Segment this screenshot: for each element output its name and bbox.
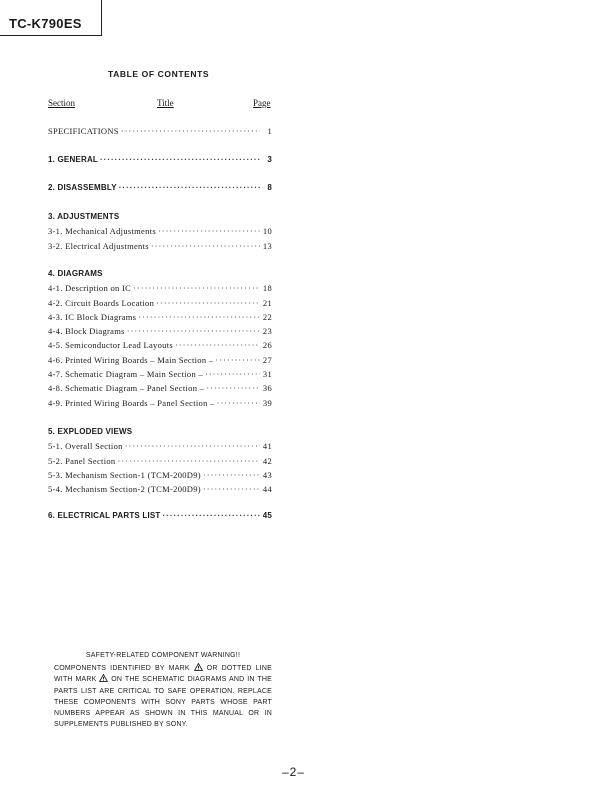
leader-dots (119, 183, 260, 192)
toc-entry-specifications[interactable] (48, 126, 272, 140)
leader-dots (203, 470, 260, 480)
toc-entry-general[interactable] (48, 155, 272, 169)
toc-entry-page: 31 (262, 369, 272, 380)
warning-triangle-icon (99, 674, 108, 682)
toc-entry-4-4[interactable] (48, 326, 272, 340)
leader-dots (163, 511, 260, 520)
leader-dots (158, 226, 260, 236)
toc-entry-4-5[interactable] (48, 340, 272, 354)
toc-entry-page: 21 (262, 297, 272, 308)
toc-entry-5-3[interactable] (48, 470, 272, 484)
toc-entry-label: 4-8. Schematic Diagram – Panel Section – (48, 383, 205, 394)
safety-warning (54, 650, 272, 730)
leader-dots (156, 298, 260, 308)
toc-entry-label: 4-1. Description on IC (48, 283, 132, 294)
leader-dots (100, 155, 260, 164)
toc-entry-4-3[interactable] (48, 312, 272, 326)
toc-entry-label: 4-6. Printed Wiring Boards – Main Section – (48, 354, 214, 365)
toc-entry-3-1[interactable] (48, 226, 272, 240)
toc-entry-label: 4-7. Schematic Diagram – Main Section – (48, 369, 203, 380)
toc-entry-label: SPECIFICATIONS (48, 126, 119, 136)
toc-entry-4-7[interactable] (48, 369, 272, 383)
toc-block-general (48, 155, 272, 169)
warning-triangle-icon (194, 663, 203, 671)
toc-entry-label: 5-3. Mechanism Section-1 (TCM-200D9) (48, 469, 201, 480)
toc-entry-page: 45 (262, 511, 272, 520)
toc-entry-4-1[interactable] (48, 283, 272, 297)
toc-heading-adjustments (48, 212, 272, 226)
toc-entry-label: 5-4. Mechanism Section-2 (TCM-200D9) (48, 484, 201, 495)
toc-entry-page: 39 (262, 397, 272, 408)
leader-dots (133, 283, 260, 293)
toc-entry-4-6[interactable] (48, 355, 272, 369)
toc-entry-label: 5-1. Overall Section (48, 441, 123, 452)
column-header-title: Title (157, 98, 174, 108)
toc-title: TABLE OF CONTENTS (108, 69, 210, 79)
leader-dots (138, 312, 260, 322)
toc-entry-label: 5-2. Panel Section (48, 455, 116, 466)
toc-entry-4-9[interactable] (48, 398, 272, 412)
safety-warning-text: LINE WITH MARK (54, 665, 272, 684)
toc-entry-page: 22 (262, 311, 272, 322)
leader-dots (125, 441, 260, 451)
section-heading: 4. DIAGRAMS (48, 269, 103, 278)
safety-warning-title: SAFETY-RELATED COMPONENT WARNING!! (85, 652, 241, 659)
section-heading: 3. ADJUSTMENTS (48, 212, 120, 221)
column-header-page: Page (253, 98, 271, 108)
toc-entry-label: 4-2. Circuit Boards Location (48, 297, 155, 308)
page-number: –2– (282, 765, 306, 779)
toc-entry-disassembly[interactable] (48, 183, 272, 197)
leader-dots (203, 484, 260, 494)
toc-entry-page: 36 (262, 383, 272, 394)
toc-heading-diagrams (48, 269, 272, 283)
toc-entry-label: 4-3. IC Block Diagrams (48, 311, 137, 322)
leader-dots (151, 241, 260, 251)
toc-entry-5-4[interactable] (48, 484, 272, 498)
toc-entry-3-2[interactable] (48, 241, 272, 255)
safety-warning-text: OR DOTTED (206, 665, 252, 673)
toc-entry-page: 44 (262, 484, 272, 495)
toc-heading-exploded-views (48, 427, 272, 441)
toc-block-exploded-views (48, 427, 272, 498)
model-header-box (0, 0, 102, 36)
safety-warning-text: ON THE SCHEMATIC DIAGRAMS (111, 676, 227, 684)
leader-dots (217, 398, 260, 408)
toc-entry-page: 43 (262, 469, 272, 480)
safety-warning-body (54, 663, 272, 730)
leader-dots (205, 369, 260, 379)
toc-entry-page: 18 (262, 283, 272, 294)
toc-entry-label: 3-2. Electrical Adjustments (48, 240, 149, 251)
model-number: TC-K790ES (9, 16, 82, 31)
toc-entry-label: 3-1. Mechanical Adjustments (48, 226, 156, 237)
toc-entry-label: 4-4. Block Diagrams (48, 326, 125, 337)
toc-entry-page: 1 (267, 126, 272, 136)
toc-entry-page: 27 (262, 354, 272, 365)
toc-entry-label: 2. DISASSEMBLY (48, 183, 117, 192)
toc-entry-label: 4-9. Printed Wiring Boards – Panel Section – (48, 397, 215, 408)
toc-entry-4-2[interactable] (48, 298, 272, 312)
toc-entry-page: 41 (262, 441, 272, 452)
leader-dots (118, 456, 261, 466)
toc-entry-label: 1. GENERAL (48, 155, 99, 164)
leader-dots (215, 355, 260, 365)
toc-block-specifications (48, 126, 272, 140)
leader-dots (206, 383, 260, 393)
toc-entry-page: 8 (267, 183, 272, 192)
section-heading: 5. EXPLODED VIEWS (48, 427, 133, 436)
toc-entry-5-1[interactable] (48, 441, 272, 455)
leader-dots (127, 326, 260, 336)
toc-block-parts-list (48, 511, 272, 525)
toc-block-disassembly (48, 183, 272, 197)
toc-block-adjustments (48, 212, 272, 255)
toc-entry-label: 6. ELECTRICAL PARTS LIST (48, 511, 161, 520)
safety-warning-text: AND IN THE PARTS LIST ARE CRITICAL TO SAFE OPERATION. REPLACE THESE COMPONENTS WITH SONY PARTS WHOSE PART NUMBERS APPEAR AS SHOWN IN THIS MANUAL OR IN SUPPLEMENTS PUBLISHED BY SONY. (54, 676, 272, 729)
leader-dots (175, 340, 260, 350)
column-header-section: Section (48, 98, 75, 108)
toc-entry-page: 23 (262, 326, 272, 337)
leader-dots (121, 126, 260, 136)
toc-entry-page: 10 (262, 226, 272, 237)
toc-entry-page: 42 (262, 455, 272, 466)
toc-entry-page: 26 (262, 340, 272, 351)
toc-entry-electrical-parts-list[interactable] (48, 511, 272, 525)
toc-block-diagrams (48, 269, 272, 412)
toc-entry-5-2[interactable] (48, 456, 272, 470)
toc-entry-4-8[interactable] (48, 383, 272, 397)
toc-entry-page: 3 (267, 155, 272, 164)
toc-entry-label: 4-5. Semiconductor Lead Layouts (48, 340, 173, 351)
safety-warning-text: COMPONENTS IDENTIFIED BY MARK (54, 665, 190, 673)
toc-entry-page: 13 (262, 240, 272, 251)
